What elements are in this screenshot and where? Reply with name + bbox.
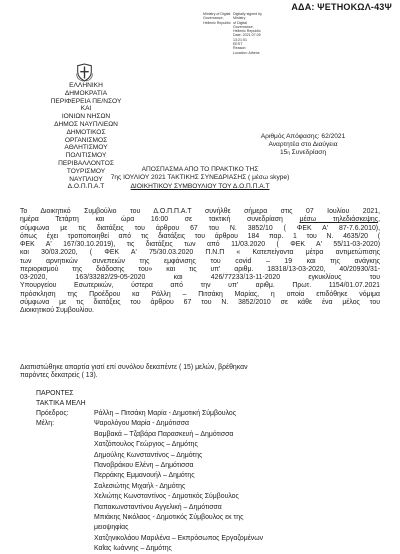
quorum-line: Διαπιστώθηκε απαρτία γιατί επί συνόλου δεκαπέντε ( 15) μελών, βρέθηκαν <box>20 364 248 371</box>
signature-detail-line: Hellenic Republic <box>233 29 261 34</box>
heading-line-1: ΑΠΟΣΠΑΣΜΑ ΑΠΟ ΤΟ ΠΡΑΚΤΙΚΟ ΤΗΣ <box>141 166 259 173</box>
member-name: Πανοβράκου Ελένη – Δημότισσα <box>94 462 194 469</box>
member-row <box>36 483 376 492</box>
intro-line: περιορισμού της διάδοσης του» και τις υπ' αριθμ. 18318/13-03-2020, 40/20930/31- <box>20 265 380 273</box>
member-name: Χατζόπουλος Γεώργιος – Δημότης <box>94 441 198 449</box>
member-row <box>36 545 376 554</box>
member-name: Χελιώτης Κωνσταντίνος - Δημοτικός Σύμβουλος <box>94 493 239 501</box>
member-row <box>36 431 376 440</box>
member-row <box>36 535 376 544</box>
heading-line-2: 7ης ΙΟΥΛΙΟΥ 2021 ΤΑΚΤΙΚΗΣ ΣΥΝΕΔΡΙΑΣΗΣ ( μέσω skype) <box>110 174 290 182</box>
member-row <box>36 420 376 429</box>
member-name: Ράλλη – Πιτσάκη Μαρία - Δημοτική Σύμβουλος <box>94 410 237 417</box>
member-name: μειοψηφίας <box>94 524 129 532</box>
signature-signer-line: Ministry of Digital <box>203 12 231 16</box>
decision-number: Αριθμός Απόφασης: 62/2021 <box>260 133 346 140</box>
member-name: Χατζηνικολάου Μαριλένα – Εκπρόσωπος Εργαζομένων <box>94 534 264 542</box>
organization-line: ΠΕΡΙΒΑΛΛΟΝΤΟΣ <box>58 159 114 167</box>
organization-line: ΤΟΥΡΙΣΜΟΥ ΝΑΥΠΛΙΟΥ <box>66 167 106 183</box>
intro-line: των αρνητικών συνεπειών της εμφάνισης του covid – 19 και της ανάγκης <box>20 257 380 265</box>
member-role: Πρόεδρος: <box>36 410 69 417</box>
intro-line: ΦΕΚ Α' 167/30.10.2019), τις διατάξεις των από 11/03.2020 ( ΦΕΚ Α' 55/11-03-2020) <box>20 241 380 248</box>
session-label: $15^\eta$ Συνεδρίαση <box>279 149 327 157</box>
signature-detail-line: Digitally signed by Ministry <box>233 12 262 21</box>
intro-paragraph <box>20 208 380 315</box>
organization-line: ΕΛΛΗΝΙΚΗ ΔΗΜΟΚΡΑΤΙΑ <box>64 82 108 97</box>
organization-line: ΠΕΡΙΦΕΡΕΙΑ ΠΕ/ΝΣΟΥ ΚΑΙ <box>50 97 122 113</box>
member-name: Παπακωνσταντίνου Αγγελική – Δημότισσα <box>94 503 222 511</box>
signature-detail-line: Location: Athens <box>233 50 260 55</box>
greek-emblem-icon <box>76 63 93 82</box>
intro-line: 03-2020, 163/33282/29-05-2020 και 426/77233/13-11-2020 εγκυκλίους του <box>20 274 380 281</box>
signature-signer-line: Governance, <box>203 16 224 21</box>
member-row <box>36 410 376 419</box>
member-name: Καΐας Ιωάννης – Δημότης <box>94 545 172 553</box>
intro-line: Το Διοικητικό Συμβούλιο του Δ.Ο.Π.Π.Α.Τ συνήλθε σήμερα στις 07 Ιουλίου 2021, <box>20 208 380 215</box>
intro-line: ημέρα Τετάρτη και ώρα 16:00 σε τακτική συνεδρίαση μέσω τηλεδιάσκεψης, <box>20 216 380 224</box>
organization-line: Δ.Ο.Π.Π.Α.Τ <box>67 183 105 191</box>
signature-detail-line: Reason: <box>233 46 247 51</box>
intro-line: όπως έχει τροποποιηθεί από τις διατάξεις του άρθρου 184 παρ. 1 του Ν. 4635/20 ( <box>20 232 380 240</box>
decision-info <box>243 133 363 158</box>
member-role: Μέλη: <box>36 420 55 428</box>
posting-note: Αναρτητέα στο Διαύγεια <box>268 141 338 149</box>
intro-line: σύμφωνα με τις διατάξεις του άρθρου 67 του Ν. 3852/2010 σε κάθε ένα μέλος του <box>20 298 380 306</box>
intro-line: σύμφωνα με τις διατάξεις του άρθρου 67 του Ν. 3852/10 ( ΦΕΚ Α' 87-7.6.2010), <box>20 224 380 232</box>
heading-line-3: ΔΙΟΙΚΗΤΙΚΟΥ ΣΥΜΒΟΥΛΙΟΥ ΤΟΥ Δ.Ο.Π.Π.Α.Τ <box>130 182 270 190</box>
quorum-paragraph <box>20 364 380 381</box>
signature-signer <box>203 12 231 25</box>
member-row <box>36 524 376 533</box>
member-name: Μπιάκης Νικόλαος - Δημοτικός Σύμβουλος εκ της <box>94 514 244 521</box>
organization-line: ΔΗΜΟΣ ΝΑΥΠΛΙΕΩΝ <box>54 120 118 128</box>
member-row <box>36 514 376 523</box>
member-row <box>36 441 376 450</box>
signature-detail-line: Date: 2021.07.09 13:21:51 <box>233 33 261 42</box>
member-name: Δημούλης Κωνσταντίνος – Δημότης <box>94 451 203 459</box>
member-row <box>36 452 376 461</box>
signature-detail-line: EEST <box>233 42 243 47</box>
member-row <box>36 493 376 502</box>
intro-line: Διοικητικού Συμβουλίου. <box>20 307 94 314</box>
member-name: Σαλεσιώτης Μιχαήλ - Δημότης <box>94 482 186 490</box>
ada-code: ΑΔΑ: ΨΕΤΗΟΚΩΛ-43Ψ <box>291 2 392 12</box>
organization-line: ΑΘΛΗΤΙΣΜΟΥ ΠΟΛΙΤΙΣΜΟΥ <box>64 144 108 160</box>
intro-line: Υπουργείου Εσωτερικών, ύστερα από την υπ' αριθμ. Πρωτ. 1154/01.07.2021 <box>20 282 380 290</box>
member-name: Περράκης Εμμανουήλ – Δημότης <box>94 472 195 480</box>
quorum-line: παρόντες δεκατρείς ( 13). <box>20 372 98 380</box>
signature-detail-line: of Digital Governance, <box>233 20 254 29</box>
member-row <box>36 472 376 481</box>
members-label: ΤΑΚΤΙΚΑ ΜΕΛΗ <box>36 400 86 407</box>
signature-signer-line: Hellenic Republic <box>203 20 231 25</box>
organization-line: ΔΗΜΟΤΙΚΟΣ ΟΡΓΑΝΙΣΜΟΣ <box>64 128 108 144</box>
intro-line: και 30/03.2020, ( ΦΕΚ Α' 75/30.03.2020 Π.Ν.Π « Κατεπείγοντα μέτρα αντιμετώπισης <box>20 249 380 257</box>
signature-details <box>233 12 267 55</box>
member-row <box>36 462 376 471</box>
present-label: ΠΑΡΟΝΤΕΣ <box>36 390 74 397</box>
member-name: Βαμβακά – Τζαβάρα Παρασκευή – Δημότισσα <box>94 430 234 438</box>
member-name: Ψαρολόγου Μαρία - Δημότισσα <box>94 420 190 428</box>
organization-line: ΙΟΝΙΩΝ ΝΗΣΩΝ <box>61 113 111 121</box>
intro-line: πρόσκληση της Προέδρου κα Ράλλη – Πιτσάκη Μαρίας, η οποία επιδόθηκε νόμιμα <box>20 290 380 298</box>
member-row <box>36 504 376 513</box>
document-heading <box>70 166 330 191</box>
